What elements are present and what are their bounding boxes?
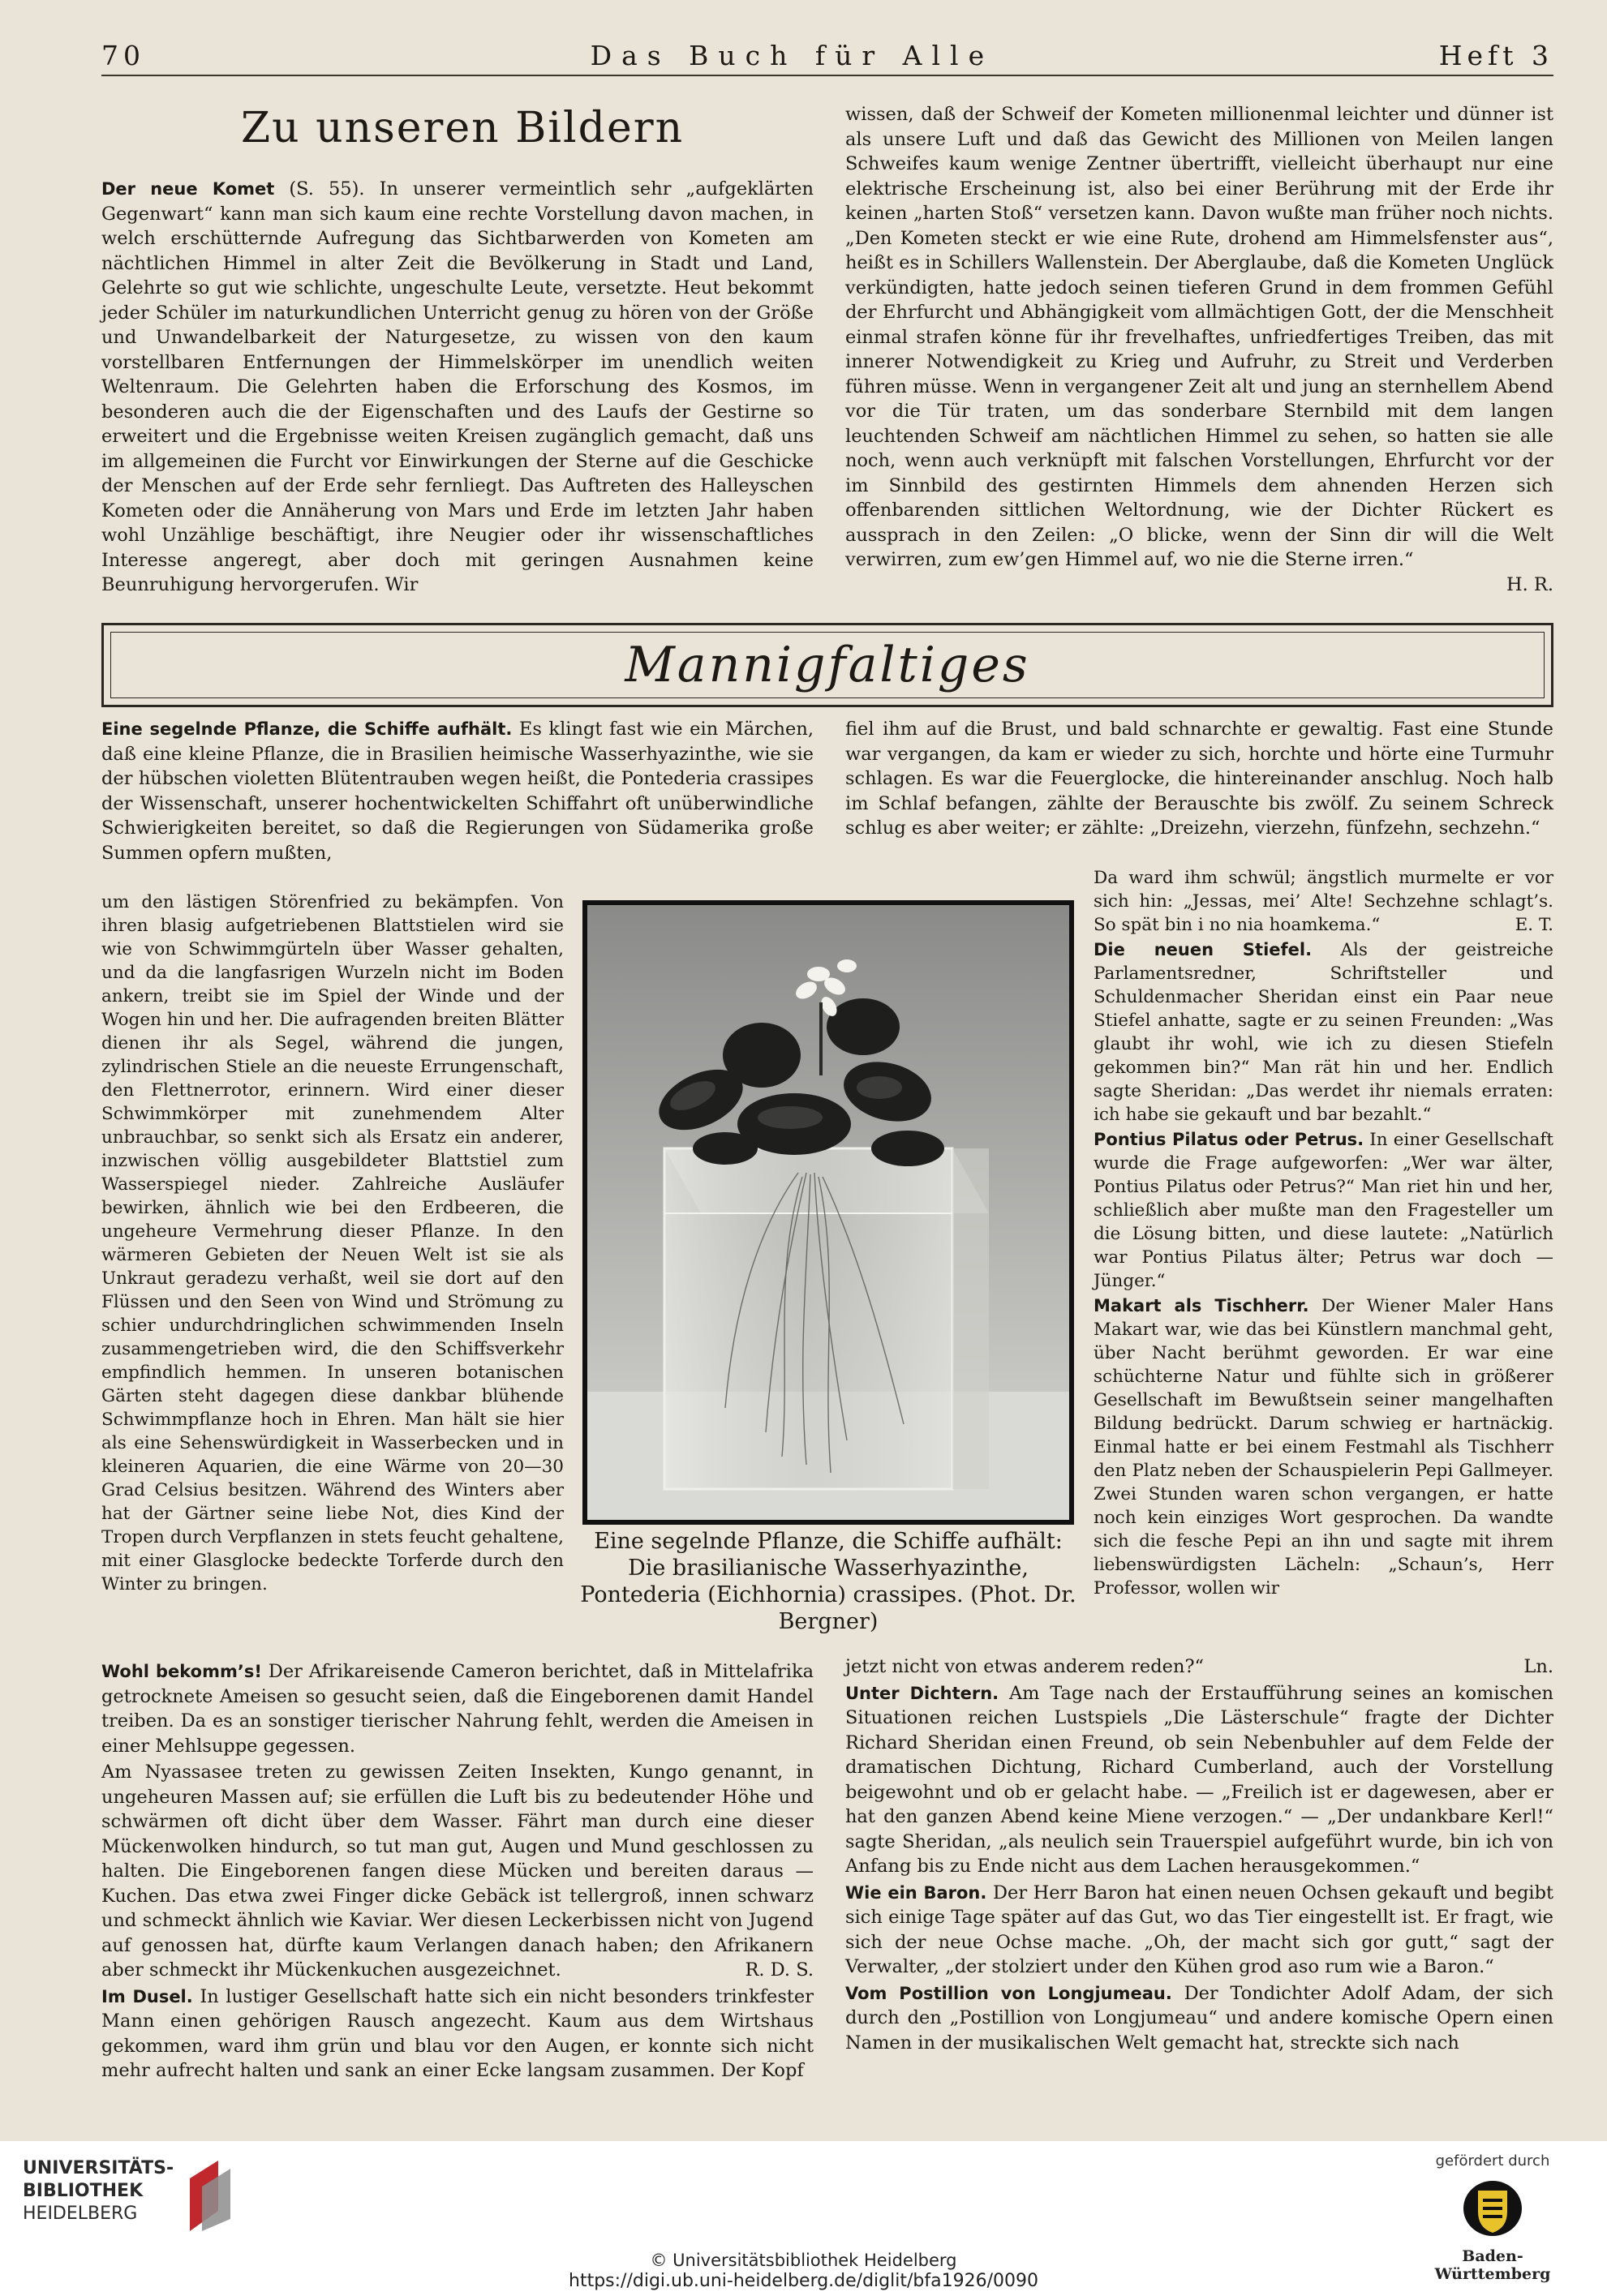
page-header [101,36,1553,76]
bildern-right-column [845,102,1553,597]
article-heading: Unter Dichtern. [845,1683,999,1703]
article-text: um den lästigen Störenfried zu bekämpfen. Von ihren blasig aufgetriebenen Blattstielen wird sie wie von Schwimmgürteln über Wasser gehalten, und da die langfasrigen Wurzeln nicht im Boden ankern, treibt sie im Spiel der Winde und der Wogen hin und her. Die aufragenden breiten Blätter dienen ihr als Segel, während die jungen, zylindrischen Stiele an die neueste Errungenschaft, den Flettnerrotor, erinnern. Wird einer dieser Schwimmkörper mit zunehmendem Alter unbrauchbar, so senkt sich als Ersatz ein anderer, inzwischen völlig ausgebildeter Blattstiel zum Wasserspiegel nieder. Zahlreiche Ausläufer bewirken, ähnlich wie bei den Erdbeeren, die ungeheure Vermehrung dieser Pflanze. In den wärmeren Gebieten der Neuen Welt ist sie als Unkraut geradezu verhaßt, weil sie dort auf den Flüssen und den Seen von Wind und Strömung zu schier undurchdringlichen schwimmenden Inseln zusammengetrieben wird, die den Schiffsverkehr empfindlich hemmen. In unseren botanischen Gärten steht dagegen diese dankbar blühende Schwimmpflanze hoch in Ehren. Man hält sie hier als eine Sehenswürdigkeit in Wasserbecken und in kleineren Aquarien, die eine Wärme von 20—30 Grad Celsius besitzen. Während des Winters aber hat der Gärtner seine liebe Not, dies Kind der Tropen durch Verpflanzen in stets feucht gehaltene, mit einer Glasglocke bedeckte Torferde durch den Winter zu bringen. [101,892,564,1594]
right-narrow-column [1094,866,1553,1600]
plant-narrow-column [101,891,564,1596]
photo-caption: Eine segelnde Pflanze, die Schiffe aufhält: Die brasilianische Wasserhyazinthe, Pontederia (Eichhornia) crassipes. (Phot. Dr. Bergner) [580,1529,1076,1634]
copyright-notice: © Universitätsbibliothek Heidelberg [650,2251,957,2270]
article-heading: Die neuen Stiefel. [1094,940,1313,959]
journal-title: Das Buch für Alle [590,39,995,71]
article-heading: Pontius Pilatus oder Petrus. [1094,1130,1364,1149]
source-url[interactable]: https://digi.ub.uni-heidelberg.de/diglit/bfa1926/0090 [569,2271,1038,2291]
section-banner [101,623,1553,707]
article-text: wissen, daß der Schweif der Kometen millionenmal leichter und dünner ist als unsere Luft und daß das Gewicht des Millionen von Meilen langen Schweifes kaum wenige Zentner übertrifft, vielleicht überhaupt nur eine elektrische Erscheinung ist, also bei einer Berührung mit der Erde ihr keinen „harten Stoß“ versetzen kann. Davon wußte man früher noch nichts. „Den Kometen steckt er wie eine Rute, drohend am Himmelsfenster aus“, heißt es in Schillers Wallenstein. Der Aberglaube, daß die Kometen Unglück verkündigten, hatte jedoch seinen tieferen Grund in dem frommen Gefühl der Ehrfurcht und Abhängigkeit vom allmächtigen Gott, der die Menschheit einmal strafen könne für ihr frevelhaftes, unfriedfertiges Treiben, das mit innerer Notwendigkeit zu Krieg und Aufruhr, zu Streit und Verderben führen müsse. Wenn in vergangener Zeit alt und jung an sternhellem Abend vor die Tür traten, um das sonderbare Sternbild mit dem langen leuchtenden Schweif am nächtlichen Himmel zu sehen, so hatten sie alle noch, wenn auch verknüpft mit falschen Vorstellungen, Ehrfurcht vor der im Sinnbild des gestirnten Himmels dem ahnenden Herzen sich offenbarenden sittlichen Weltordnung, wie der Dichter Rückert es aussprach in den Zeilen: „O blicke, wenn der Sinn dir will die Welt verwirren, zum ew’gen Himmel auf, wo nie die Sterne irren.“ [845,104,1553,570]
article-text: Am Nyassasee treten zu gewissen Zeiten Insekten, Kungo genannt, in ungeheuren Massen auf; sie erfüllen die Luft bis zu bedeutender Höhe und schwärmen oft dicht über dem Wasser. Fährt man durch eine dieser Mückenwolken hindurch, so tut man gut, Augen und Mund geschlossen zu halten. Die Eingeborenen fangen diese Mücken und bereiten daraus — Kuchen. Das etwa zwei Finger dicke Gebäck ist tellergroß, innen schwarz und schmeckt ähnlich wie Kaviar. Wer diesen Leckerbissen nicht von Jugend auf genossen hat, dürfte kaum Verlangen danach haben; den Afrikanern aber schmeckt ihr Mückenkuchen ausgezeichnet. [101,1762,814,1981]
article-heading: Wohl bekomm’s! [101,1662,262,1681]
author-signature: R. D. S. [745,1959,814,1981]
article-text: Am Tage nach der Erstaufführung seines an komischen Situationen reichen Lustspiels „Die Lästerschule“ fragte der Dichter Richard Sheridan einen Freund, ob sein Nebenbuhler auf dem Felde der dramatischen Dichtung, Richard Cumberland, auch der Vorstellung beigewohnt und ob er gelacht habe. — „Freilich ist er dagewesen, aber er hat den ganzen Abend keine Miene verzogen.“ — „Der undankbare Kerl!“ sagte Sheridan, „als neulich sein Trauerspiel aufgeführt wurde, bin ich von Anfang bis zu Ende nicht aus dem Lachen herausgekommen.“ [845,1682,1553,1877]
author-signature: E. T. [1515,915,1553,935]
dusel-continued [845,717,1553,841]
article-text: In lustiger Gesellschaft hatte sich ein nicht besonders trinkfester Mann einen gehörigen Rausch angezecht. Kaum aus dem Wirtshaus gekommen, ward ihm grün und blau vor den Augen, er konnte sich nicht mehr aufrecht halten und sank an einer Ecke langsam zusammen. Der Kopf [101,1985,814,2081]
article-text: Es klingt fast wie ein Märchen, daß eine kleine Pflanze, die in Brasilien heimische Wasserhyazinthe, wie sie der hübschen violetten Blütentrauben wegen heißt, die Pontederia crassipes der Wissenschaft, unserer hochentwickelten Schiffahrt oft unüberwindliche Schwierigkeiten bereitet, so daß die Regierungen von Südamerika große Summen opfern mußten, [101,719,814,864]
article-text: Da ward ihm schwül; ängstlich murmelte er vor sich hin: „Jessas, mei’ Alte! Sechzehne schlagt’s. So spät bin i no nia hoamkema.“ [1094,868,1553,935]
article-text: (S. 55). In unserer vermeintlich sehr „aufgeklärten Gegenwart“ kann man sich kaum eine rechte Vorstellung davon machen, in welch erschütternde Aufregung das Sichtbarwerden von Kometen am nächtlichen Himmel in alter Zeit die Bevölkerung in Stadt und Land, Gelehrte so gut wie schlichte, ungeschulte Leute, versetzte. Heut bekommt jeder Schüler im naturkundlichen Unterricht genug zu hören von der Größe und Unwandelbarkeit der Naturgesetze, zu wissen von den kaum vorstellbaren Entfernungen der Himmelskörper im unendlich weiten Weltenraum. Die Gelehrten haben die Erforschung des Kosmos, im besonderen auch die der Eigenschaften und des Laufs der Gestirne so erweitert und die Ergebnisse weiten Kreisen zugänglich gemacht, daß uns im allgemeinen die Furcht vor Einwirkungen der Sterne auf die Geschicke der Menschen auf der Erde sehr fernliegt. Das Auftreten des Halleyschen Kometen oder die Annäherung von Mars und Erde im letzten Jahr haben wohl Unzählige beschäftigt, ihre Neugier oder ihr wissenschaftliches Interesse angeregt, aber doch mit geringen Ausnahmen keine Beunruhigung hervorgerufen. Wir [101,178,814,595]
article-text: Als der geistreiche Parlamentsredner, Schriftsteller und Schuldenmacher Sheridan einst ein Paar neue Stiefel anhatte, sagte er zu seinen Freunden: „Was glaubt ihr wohl, wie ich zu diesen Stiefeln gekommen bin?“ Man rät hin und her. Endlich sagte Sheridan: „Das werdet ihr niemals erraten: ich habe sie gekauft und bar bezahlt.“ [1094,940,1553,1125]
library-emblem-icon [182,2154,247,2235]
article-text: Der Tondichter Adolf Adam, der sich durch den „Postillion von Longjumeau“ und andere komische Opern einen Namen in der musikalischen Welt gemacht hat, streckte sich nach [845,1982,1553,2054]
article-heading: Wie ein Baron. [845,1882,987,1903]
article-text: Der Herr Baron hat einen neuen Ochsen gekauft und begibt sich einige Tage später auf das Gut, wo das Tier eingestellt ist. Er fragt, wie sich der neue Ochse mache. „Oh, der macht sich gor gutt,“ sagt der Verwalter, „der stolziert under den Kühen grod aso rum wie a Baron.“ [845,1882,1554,1977]
bildern-left-column [101,177,814,598]
article-heading: Makart als Tischherr. [1094,1296,1309,1315]
article-text: Der Afrikareisende Cameron berichtet, daß in Mittelafrika getrocknete Ameisen so gesucht seien, daß die Eingeborenen damit Handel treiben. Da es an sonstiger tierischer Nahrung fehlt, werden die Ameisen in einer Mehlsuppe gegessen. [101,1661,814,1757]
library-logo[interactable] [23,2154,266,2235]
article-heading: Der neue Komet [101,179,275,199]
funding-notice [1411,2152,1574,2283]
article-text: Der Wiener Maler Hans Makart war, wie das bei Künstlern manchmal geht, über Nacht berühmt geworden. Er war eine schüchterne Natur und fühlte sich in größerer Gesellschaft im Bewußtsein seiner mangelhaften Bildung bedrückt. Darum schwieg er hartnäckig. Einmal hatte er bei einem Festmahl als Tischherr den Platz neben der Schauspielerin Pepi Gallmeyer. Zwei Stunden waren schon vergangen, er hatte noch kein einziges Wort gesprochen. Da wandte sich die fesche Pepi an ihn und sagte mit ihrem liebenswürdigsten Lächeln: „Schaun’s, Herr Professor, wollen wir [1094,1296,1553,1599]
water-hyacinth-photo [582,900,1074,1525]
banner-title: Mannigfaltiges [110,632,1545,698]
article-text: jetzt nicht von etwas anderem reden?“ [845,1656,1205,1677]
plant-intro [101,717,814,865]
state-name: Baden-Württemberg [1434,2247,1551,2283]
left-lower-column [101,1659,814,2084]
article-heading: Eine segelnde Pflanze, die Schiffe aufhält. [101,719,513,739]
article-heading: Im Dusel. [101,1986,193,2006]
author-signature: H. R. [1506,573,1553,595]
article-heading: Vom Postillion von Longjumeau. [845,1983,1172,2003]
state-coat-of-arms-icon [1460,2176,1525,2241]
funded-by-label: gefördert durch [1435,2152,1550,2169]
right-lower-column [845,1654,1553,2055]
section-title-bildern: Zu unseren Bildern [240,104,685,152]
issue-number: Heft 3 [1438,39,1553,71]
article-text: In einer Gesellschaft wurde die Frage aufgeworfen: „Wer war älter, Pontius Pilatus oder Petrus?“ Man riet hin und her, schließlich aber mußte man den Fragesteller um die Lösung bitten, und diese lautete: „Natürlich war Pontius Pilatus älter; Petrus war doch — Jünger.“ [1094,1130,1553,1291]
library-name: UNIVERSITÄTS- BIBLIOTHEK HEIDELBERG [23,2158,174,2224]
page-number: 70 [101,39,145,71]
photo-illustration [587,905,1069,1520]
author-signature: Ln. [1523,1656,1553,1677]
article-text: fiel ihm auf die Brust, und bald schnarchte er gewaltig. Fast eine Stunde war vergangen, da kam er wieder zu sich, horchte und hörte eine Turmuhr schlagen. Es war die Feuerglocke, die hintereinander anschlug. Noch halb im Schlaf befangen, zählte der Berauschte bis zwölf. Zu seinem Schreck schlug es aber weiter; er zählte: „Dreizehn, vierzehn, fünfzehn, sechzehn.“ [845,719,1553,839]
